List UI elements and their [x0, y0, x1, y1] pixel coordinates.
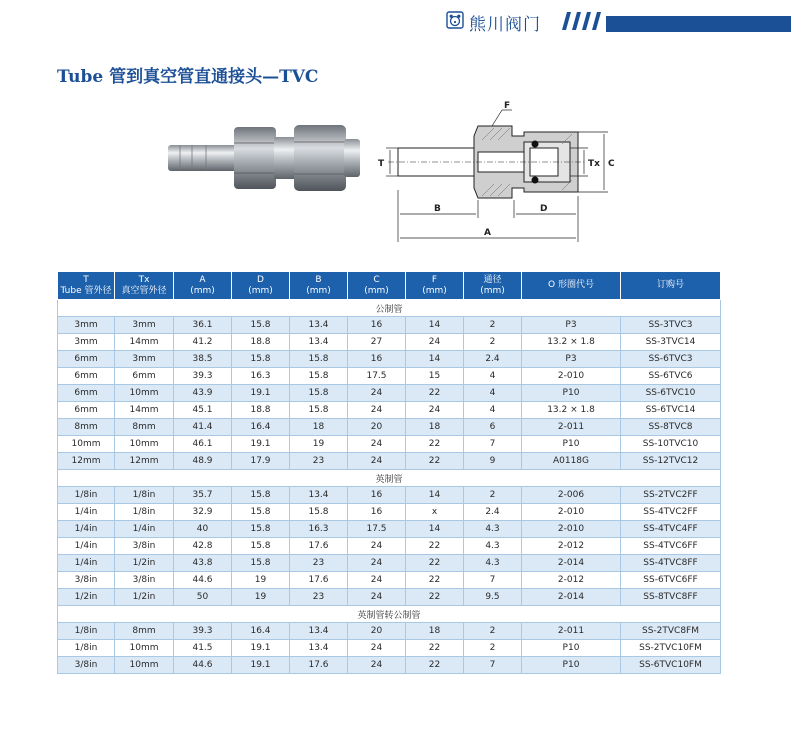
table-cell: 13.2 × 1.8 [522, 334, 621, 351]
table-cell: 18.8 [232, 402, 290, 419]
table-cell: 41.4 [174, 419, 232, 436]
table-cell: 6mm [115, 368, 174, 385]
section-title: 英制管转公制管 [58, 606, 721, 623]
table-cell: 4 [464, 402, 522, 419]
table-cell: 24 [348, 453, 406, 470]
table-cell: 22 [406, 572, 464, 589]
table-cell: 36.1 [174, 317, 232, 334]
section-row [58, 606, 721, 623]
table-cell: P10 [522, 436, 621, 453]
table-cell: SS-4TVC4FF [621, 521, 721, 538]
table-cell: 2-010 [522, 521, 621, 538]
table-cell: 13.4 [290, 334, 348, 351]
label-D: D [540, 204, 548, 214]
table-cell: 48.9 [174, 453, 232, 470]
table-cell: 10mm [115, 436, 174, 453]
column-header [522, 272, 621, 300]
table-cell: 3mm [115, 351, 174, 368]
table-cell: 24 [348, 385, 406, 402]
table-cell: 3/8in [58, 657, 115, 674]
table-cell: 20 [348, 623, 406, 640]
table-cell: 1/8in [58, 640, 115, 657]
table-row [58, 640, 721, 657]
section-row [58, 300, 721, 317]
table-cell: 2-006 [522, 487, 621, 504]
table-row [58, 453, 721, 470]
column-header-title: O 形圈代号 [548, 280, 594, 290]
column-header-unit: (mm) [248, 285, 273, 296]
table-cell: 8mm [58, 419, 115, 436]
table-cell: 3/8in [115, 538, 174, 555]
table-cell: 14 [406, 521, 464, 538]
table-cell: 19.1 [232, 657, 290, 674]
label-A: A [484, 228, 491, 238]
table-cell: 15 [406, 368, 464, 385]
table-cell: 23 [290, 453, 348, 470]
table-cell: 19 [290, 436, 348, 453]
table-cell: 9.5 [464, 589, 522, 606]
table-cell: 35.7 [174, 487, 232, 504]
table-cell: 22 [406, 555, 464, 572]
table-header-row [58, 272, 721, 300]
table-cell: 14mm [115, 334, 174, 351]
table-row [58, 402, 721, 419]
table-cell: 40 [174, 521, 232, 538]
table-cell: 2-012 [522, 538, 621, 555]
table-cell: 1/2in [115, 555, 174, 572]
table-cell: 2-010 [522, 504, 621, 521]
table-cell: 14mm [115, 402, 174, 419]
table-cell: 24 [348, 657, 406, 674]
spec-table [57, 271, 721, 674]
table-cell: 15.8 [232, 317, 290, 334]
table-row [58, 351, 721, 368]
table-cell: 17.6 [290, 657, 348, 674]
table-cell: 17.5 [348, 521, 406, 538]
table-cell: 13.4 [290, 623, 348, 640]
table-cell: 13.4 [290, 317, 348, 334]
table-cell: 15.8 [232, 487, 290, 504]
table-cell: 19 [232, 589, 290, 606]
table-cell: 2 [464, 317, 522, 334]
column-header [290, 272, 348, 300]
table-cell: 15.8 [232, 538, 290, 555]
table-cell: 32.9 [174, 504, 232, 521]
table-cell: 24 [406, 402, 464, 419]
table-cell: SS-6TVC3 [621, 351, 721, 368]
table-cell: 1/4in [58, 521, 115, 538]
table-cell: 2-010 [522, 368, 621, 385]
label-F: F [504, 101, 511, 111]
brand-name: 熊川阀门 [469, 15, 541, 35]
table-cell: 20 [348, 419, 406, 436]
column-header-unit: (mm) [306, 285, 331, 296]
table-cell: 22 [406, 385, 464, 402]
table-cell: 46.1 [174, 436, 232, 453]
column-header [406, 272, 464, 300]
column-header-unit: (mm) [422, 285, 447, 296]
table-cell: 23 [290, 589, 348, 606]
table-cell: SS-8TVC8 [621, 419, 721, 436]
table-cell: 45.1 [174, 402, 232, 419]
table-cell: 22 [406, 589, 464, 606]
table-cell: 16 [348, 504, 406, 521]
column-header [174, 272, 232, 300]
column-header-title: 通径 [483, 274, 502, 285]
table-cell: 15.8 [232, 351, 290, 368]
table-row [58, 623, 721, 640]
table-row [58, 589, 721, 606]
table-cell: 18 [290, 419, 348, 436]
table-row [58, 657, 721, 674]
table-cell: 24 [348, 555, 406, 572]
table-cell: 3/8in [58, 572, 115, 589]
table-cell: 16.3 [290, 521, 348, 538]
table-cell: SS-3TVC14 [621, 334, 721, 351]
table-cell: 24 [348, 572, 406, 589]
table-cell: 22 [406, 436, 464, 453]
table-cell: 44.6 [174, 657, 232, 674]
table-cell: 10mm [115, 385, 174, 402]
table-cell: 18 [406, 623, 464, 640]
table-cell: 2 [464, 487, 522, 504]
table-cell: 22 [406, 640, 464, 657]
table-cell: 44.6 [174, 572, 232, 589]
table-cell: 19.1 [232, 436, 290, 453]
table-cell: 3mm [115, 317, 174, 334]
table-cell: 16.4 [232, 623, 290, 640]
column-header-title: T [83, 274, 89, 285]
table-cell: 2 [464, 623, 522, 640]
page-title: Tube 管到真空管直通接头—TVC [57, 67, 319, 87]
column-header-title: C [373, 274, 380, 285]
table-cell: P10 [522, 385, 621, 402]
table-cell: 6mm [58, 402, 115, 419]
table-cell: 6mm [58, 368, 115, 385]
column-header [621, 272, 721, 300]
table-cell: 1/8in [115, 487, 174, 504]
table-row [58, 385, 721, 402]
column-header-unit: 真空管外径 [121, 285, 167, 296]
column-header-title: F [431, 274, 438, 285]
table-cell: 15.8 [232, 504, 290, 521]
brand-stripes-icon [556, 10, 606, 32]
table-cell: 41.2 [174, 334, 232, 351]
table-row [58, 555, 721, 572]
table-cell: 8mm [115, 419, 174, 436]
column-header-unit: (mm) [364, 285, 389, 296]
table-cell: SS-8TVC8FF [621, 589, 721, 606]
table-cell: 50 [174, 589, 232, 606]
table-cell: 15.8 [232, 555, 290, 572]
table-cell: 3mm [58, 317, 115, 334]
table-cell: 16.4 [232, 419, 290, 436]
product-photo [160, 115, 370, 200]
table-cell: SS-6TVC6 [621, 368, 721, 385]
table-cell: 22 [406, 657, 464, 674]
label-Tx: Tx [588, 159, 600, 169]
table-cell: 12mm [58, 453, 115, 470]
table-cell: 7 [464, 572, 522, 589]
table-cell: 4.3 [464, 538, 522, 555]
column-header [58, 272, 115, 300]
table-cell: P3 [522, 351, 621, 368]
table-cell: 1/4in [58, 538, 115, 555]
table-row [58, 572, 721, 589]
table-cell: SS-4TVC6FF [621, 538, 721, 555]
label-T: T [378, 159, 385, 169]
table-row [58, 504, 721, 521]
table-cell: 12mm [115, 453, 174, 470]
table-cell: 1/4in [115, 521, 174, 538]
table-cell: SS-6TVC6FF [621, 572, 721, 589]
table-cell: 4.3 [464, 555, 522, 572]
table-cell: SS-4TVC8FF [621, 555, 721, 572]
table-cell: 38.5 [174, 351, 232, 368]
table-cell: P10 [522, 640, 621, 657]
table-cell: 19.1 [232, 640, 290, 657]
table-cell: 10mm [115, 657, 174, 674]
table-cell: 6mm [58, 351, 115, 368]
table-cell: 7 [464, 657, 522, 674]
column-header-title: Tx [138, 274, 150, 285]
table-cell: SS-2TVC10FM [621, 640, 721, 657]
table-cell: 39.3 [174, 368, 232, 385]
table-cell: 2 [464, 640, 522, 657]
table-cell: 18 [406, 419, 464, 436]
table-cell: SS-6TVC14 [621, 402, 721, 419]
section-title: 英制管 [58, 470, 721, 487]
table-cell: 16.3 [232, 368, 290, 385]
table-cell: 10mm [58, 436, 115, 453]
technical-drawing [374, 100, 624, 245]
table-cell: 14 [406, 351, 464, 368]
label-B: B [434, 204, 441, 214]
table-cell: P10 [522, 657, 621, 674]
table-cell: 17.6 [290, 538, 348, 555]
label-C: C [608, 159, 615, 169]
table-cell: 2-011 [522, 419, 621, 436]
table-cell: SS-12TVC12 [621, 453, 721, 470]
table-cell: 1/8in [58, 623, 115, 640]
table-cell: 2-012 [522, 572, 621, 589]
table-cell: 3/8in [115, 572, 174, 589]
table-cell: 15.8 [290, 504, 348, 521]
table-cell: 1/8in [115, 504, 174, 521]
table-cell: 43.9 [174, 385, 232, 402]
table-cell: 1/4in [58, 555, 115, 572]
table-row [58, 317, 721, 334]
column-header-title: 订购号 [656, 280, 684, 290]
table-cell: 15.8 [290, 402, 348, 419]
table-cell: 13.4 [290, 640, 348, 657]
table-cell: SS-6TVC10FM [621, 657, 721, 674]
table-cell: 8mm [115, 623, 174, 640]
column-header [232, 272, 290, 300]
table-cell: A0118G [522, 453, 621, 470]
table-cell: 4 [464, 385, 522, 402]
column-header-title: D [257, 274, 264, 285]
table-cell: P3 [522, 317, 621, 334]
table-cell: 7 [464, 436, 522, 453]
table-cell: 19.1 [232, 385, 290, 402]
table-cell: 4 [464, 368, 522, 385]
table-cell: 43.8 [174, 555, 232, 572]
table-cell: 2-014 [522, 589, 621, 606]
section-row [58, 470, 721, 487]
table-cell: 17.5 [348, 368, 406, 385]
table-cell: 22 [406, 453, 464, 470]
bear-logo-icon [446, 11, 464, 29]
brand-bar [606, 16, 791, 32]
table-cell: 16 [348, 351, 406, 368]
table-cell: 24 [348, 436, 406, 453]
table-cell: 18.8 [232, 334, 290, 351]
section-title: 公制管 [58, 300, 721, 317]
table-cell: SS-2TVC2FF [621, 487, 721, 504]
table-cell: 1/4in [58, 504, 115, 521]
table-cell: 2 [464, 334, 522, 351]
table-cell: SS-3TVC3 [621, 317, 721, 334]
table-cell: x [406, 504, 464, 521]
table-cell: SS-10TVC10 [621, 436, 721, 453]
table-cell: 1/2in [115, 589, 174, 606]
table-cell: 2-011 [522, 623, 621, 640]
table-cell: 6 [464, 419, 522, 436]
table-cell: 14 [406, 487, 464, 504]
table-cell: 14 [406, 317, 464, 334]
table-row [58, 368, 721, 385]
table-cell: 24 [348, 402, 406, 419]
table-cell: 41.5 [174, 640, 232, 657]
column-header-title: A [199, 274, 206, 285]
table-cell: 9 [464, 453, 522, 470]
table-body [58, 300, 721, 674]
table-cell: 4.3 [464, 521, 522, 538]
column-header [115, 272, 174, 300]
table-row [58, 538, 721, 555]
table-cell: 24 [406, 334, 464, 351]
table-cell: SS-6TVC10 [621, 385, 721, 402]
column-header [464, 272, 522, 300]
table-row [58, 334, 721, 351]
table-cell: 23 [290, 555, 348, 572]
table-cell: 17.6 [290, 572, 348, 589]
table-cell: 1/8in [58, 487, 115, 504]
table-cell: 16 [348, 317, 406, 334]
table-cell: 2-014 [522, 555, 621, 572]
table-row [58, 436, 721, 453]
table-cell: 2.4 [464, 504, 522, 521]
table-cell: 13.4 [290, 487, 348, 504]
table-cell: 17.9 [232, 453, 290, 470]
table-row [58, 521, 721, 538]
table-cell: 15.8 [232, 521, 290, 538]
table-cell: 24 [348, 538, 406, 555]
table-cell: 27 [348, 334, 406, 351]
table-cell: SS-4TVC2FF [621, 504, 721, 521]
table-cell: 16 [348, 487, 406, 504]
table-row [58, 487, 721, 504]
column-header [348, 272, 406, 300]
table-cell: 2.4 [464, 351, 522, 368]
table-cell: 15.8 [290, 351, 348, 368]
table-cell: 24 [348, 589, 406, 606]
table-cell: 42.8 [174, 538, 232, 555]
table-cell: 15.8 [290, 385, 348, 402]
table-cell: 3mm [58, 334, 115, 351]
column-header-unit: Tube 管外径 [60, 285, 112, 296]
column-header-title: B [315, 274, 322, 285]
table-cell: 13.2 × 1.8 [522, 402, 621, 419]
column-header-unit: (mm) [190, 285, 215, 296]
table-cell: 24 [348, 640, 406, 657]
table-cell: 1/2in [58, 589, 115, 606]
table-cell: 15.8 [290, 368, 348, 385]
table-cell: SS-2TVC8FM [621, 623, 721, 640]
table-cell: 19 [232, 572, 290, 589]
table-cell: 39.3 [174, 623, 232, 640]
brand-header [0, 8, 791, 35]
table-cell: 10mm [115, 640, 174, 657]
table-row [58, 419, 721, 436]
table-cell: 6mm [58, 385, 115, 402]
table-cell: 22 [406, 538, 464, 555]
column-header-unit: (mm) [480, 285, 505, 296]
